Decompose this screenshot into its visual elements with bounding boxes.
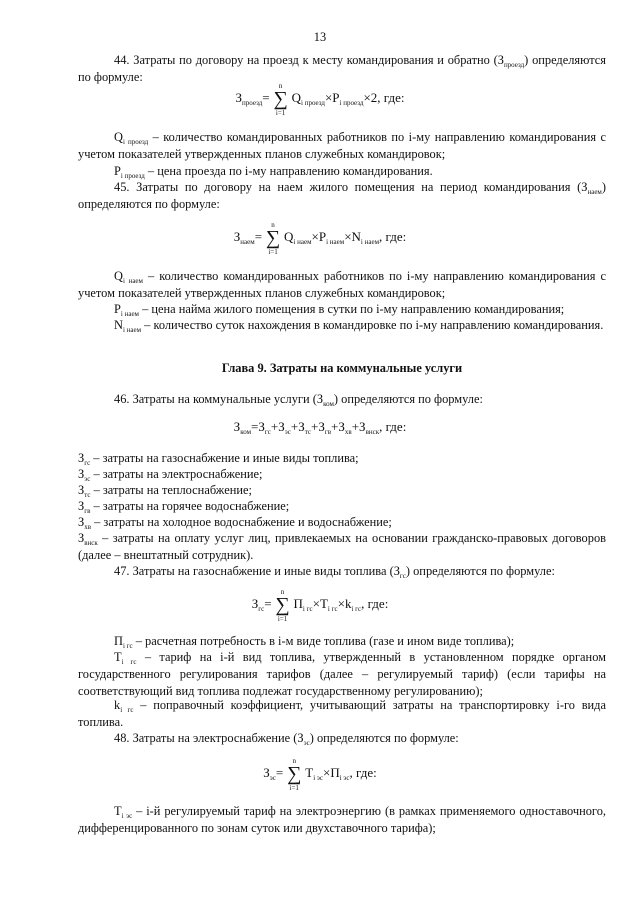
definition-z-gv: $З_{гв}$ – затраты на горячее водоснабжение; [78, 499, 290, 515]
paragraph-46: 46. Затраты на коммунальные услуги $(З_{ком})$ определяются по формуле: [114, 392, 483, 408]
chapter-title: Глава 9. Затраты на коммунальные услуги [221, 361, 463, 375]
paragraph-44: 44. Затраты по договору на проезд к месту командирования и обратно $(З_{проезд})$ определяются по формуле: [78, 53, 606, 84]
definition-n-naem: $N_{i наем}$ – количество суток нахождения в командировке по i-му направлению командирования. [114, 318, 604, 334]
formula-45: $З_{наем}=$ n ∑ i=1 $Q_{i наем}\times P_{i наем}\times N_{i наем}$, где: [233, 221, 407, 257]
sum-symbol: n ∑ i=1 [287, 757, 302, 793]
paragraph-48: 48. Затраты на электроснабжение $(З_{эс})$ определяются по формуле: [114, 731, 459, 747]
formula-47: $З_{гс}=$ n ∑ i=1 $П_{i гс}\times Т_{i гс}\times k_{i гс}$, где: [251, 588, 389, 624]
definition-p-naem: $P_{i наем}$ – цена найма жилого помещения в сутки по i-му направлению командирования; [114, 302, 565, 318]
paragraph-45: 45. Затраты по договору на наем жилого помещения на период командирования $(З_{наем})$ определяются по формуле: [78, 180, 606, 211]
definition-p-proezd: $P_{i проезд}$ – цена проезда по i-му направлению командирования. [114, 164, 433, 180]
formula-48: $З_{эс}=$ n ∑ i=1 $Т_{i эс}\times П_{i эс}$, где: [263, 757, 377, 793]
definition-z-vnsk: $З_{внск}$ – затраты на оплату услуг лиц, привлекаемых на основании гражданско-правовых договоров (далее – внештатный сотрудник). [78, 531, 606, 562]
definition-z-hv: $З_{хв}$ – затраты на холодное водоснабжение и водоснабжение; [78, 515, 392, 531]
definition-z-gs: $З_{гс}$ – затраты на газоснабжение и иные виды топлива; [78, 451, 359, 467]
paragraph-47: 47. Затраты на газоснабжение и иные виды топлива $(З_{гс})$ определяются по формуле: [114, 564, 555, 580]
definition-t-gs: $Т_{i гс}$ – тариф на i-й вид топлива, утвержденный в установленном порядке органом государственного регулирования тарифов (далее – регулируемый тариф) (если тарифы на соответствующий вид топлива подлежат государственному регулированию); [78, 650, 606, 698]
sum-symbol: n ∑ i=1 [275, 588, 290, 624]
definition-t-es: $Т_{i эс} - i-й$ регулируемый тариф на электроэнергию (в рамках применяемого одноставочного, дифференцированного по зонам суток или двухставочного тарифа); [78, 804, 606, 835]
definition-z-es: $З_{эс}$ – затраты на электроснабжение; [78, 467, 263, 483]
formula-44: $З_{проезд}=$ n ∑ i=1 $Q_{i проезд}\times P_{i проезд}\times 2$, где: [235, 82, 405, 118]
definition-q-proezd: $Q_{i проезд}$ – количество командированных работников по i-му направлению командирования с учетом показателей утвержденных планов служебных командировок; [78, 130, 606, 161]
formula-46: $З_{ком}=З_{гс}+З_{эс}+З_{тс}+З_{гв}+З_{хв}+З_{внск}$, где: [233, 419, 407, 436]
definition-k-gs: $k_{i гс}$ – поправочный коэффициент, учитывающий затраты на транспортировку i-го вида топлива. [78, 698, 606, 729]
definition-z-ts: $З_{тс}$ – затраты на теплоснабжение; [78, 483, 252, 499]
page-number: 13 [313, 30, 327, 44]
sum-symbol: n ∑ i=1 [273, 82, 288, 118]
definition-q-naem: $Q_{i наем}$ – количество командированных работников по i-му направлению командирования с учетом показателей утвержденных планов служебных командировок; [78, 269, 606, 300]
definition-p-gs: $П_{i гс}$ – расчетная потребность в i-м виде топлива (газе и ином виде топлива); [114, 634, 515, 650]
sum-symbol: n ∑ i=1 [265, 221, 281, 257]
